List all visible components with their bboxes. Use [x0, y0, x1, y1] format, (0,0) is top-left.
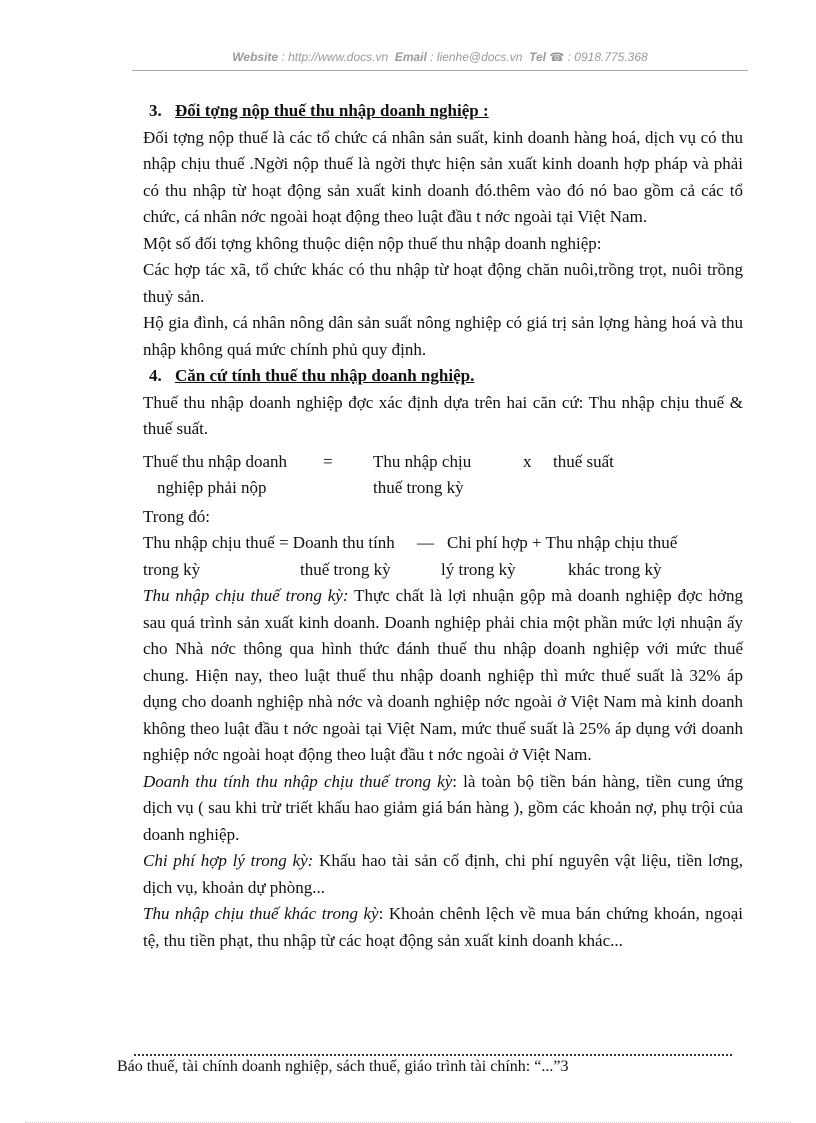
footer-divider: [134, 1054, 732, 1056]
formula-term: khác trong kỳ: [568, 559, 662, 579]
formula-term: Chi phí hợp + Thu nhập chịu thuế: [447, 533, 678, 552]
definition-text: Khấu hao tài sản cố định, chi phí nguyên vật liệu, tiền lơng, dịch vụ, khoản dự phòng...: [143, 851, 744, 897]
income-formula-row1: [143, 530, 743, 557]
definition-text: Thực chất là lợi nhuận gộp mà doanh nghiệp đợc hởng sau quá trình sản xuất kinh doanh. Doanh nghiệp phải chia một phần mức lợi nhuận ấy cho Nhà nớc thông qua hình thức đánh thuế thu nhập doanh nghiệp với mức thuế chung. Hiện nay, theo luật thuế thu nhập doanh nghiệp thì mức thuế suất là 32% áp dụng cho doanh nghiệp nhà nớc và doanh nghiệp nớc ngoài ở Việt Nam mà kinh doanh không theo luật đầu t nớc ngoài tại Việt Nam, mức thuế suất là 25% áp dụng với doanh nghiệp nớc ngoài hoạt động theo luật đầu t nớc ngoài ở Việt Nam.: [143, 586, 743, 764]
definition-paragraph: [143, 901, 743, 954]
definition-term: Chi phí hợp lý trong kỳ:: [143, 851, 314, 870]
section-3-paragraph: Đối tợng nộp thuế là các tổ chức cá nhân sản suất, kinh doanh hàng hoá, dịch vụ có thu nhập chịu thuế .Ngời nộp thuế là ngời thực hiện sản xuất kinh doanh hợp pháp và phải có thu nhập từ hoạt động sản xuất kinh doanh đó.thêm vào đó nó bao gồm cả các tổ chức, cá nhân nớc ngoài hoạt động theo luật đầu t nớc ngoài tại Việt Nam.: [143, 127, 743, 226]
section-3-paragraph: Hộ gia đình, cá nhân nông dân sản suất nông nghiệp có giá trị sản lợng hàng hoá và thu nhập không quá mức chính phủ quy định.: [143, 313, 743, 359]
formula-term: thuế trong kỳ: [373, 478, 464, 497]
definition-paragraph: [143, 769, 743, 849]
formula-term: lý trong kỳ: [441, 559, 516, 579]
definition-paragraph: [143, 848, 743, 901]
formula-term: thuế trong kỳ: [300, 559, 391, 579]
section-4-intro: Thuế thu nhập doanh nghiệp đợc xác định dựa trên hai căn cứ: Thu nhập chịu thuế & thuế suất.: [143, 392, 743, 438]
section-3-title: Đối tợng nộp thuế thu nhập doanh nghiệp :: [175, 101, 489, 120]
formula-term: trong kỳ: [143, 559, 201, 579]
formula-term: thuế suất: [553, 451, 614, 471]
header-divider: [132, 70, 748, 71]
definition-term: Thu nhập chịu thuế trong kỳ:: [143, 586, 349, 605]
email-value[interactable]: : lienhe@docs.vn: [430, 50, 523, 64]
section-3-heading: [149, 98, 743, 125]
formula-term: Thu nhập chịu thuế = Doanh thu tính: [143, 533, 395, 552]
definition-term: Thu nhập chịu thuế khác trong kỳ: [143, 904, 379, 923]
formula-term: Thuế thu nhập doanh: [143, 451, 287, 471]
where-label: Trong đó:: [143, 506, 210, 526]
tel-label: Tel: [529, 50, 546, 64]
definition-text: : Khoản chênh lệch về mua bán chứng khoán, ngoại tệ, thu tiền phạt, thu nhập từ các hoạt động sản xuất kinh doanh khác...: [143, 904, 743, 950]
income-formula-row2: [143, 557, 743, 584]
tel-value: ☎ : 0918.775.368: [549, 50, 648, 64]
section-3-number: 3.: [149, 101, 162, 120]
definition-term: Doanh thu tính thu nhập chịu thuế trong kỳ: [143, 771, 453, 791]
section-4-number: 4.: [149, 366, 162, 385]
website-label: Website: [232, 50, 279, 64]
document-body: [143, 98, 743, 954]
definition-text: : là toàn bộ tiền bán hàng, tiền cung ứng dịch vụ ( sau khi trừ triết khấu hao giảm giá bán hàng ), gồm các khoản nợ, phụ trội của doanh nghiệp.: [143, 771, 743, 844]
formula-operator: =: [323, 451, 333, 471]
section-4-title: Căn cứ tính thuế thu nhập doanh nghiệp.: [175, 366, 475, 385]
definition-paragraph: [143, 583, 743, 769]
section-3-paragraph: Một số đối tợng không thuộc diện nộp thuế thu nhập doanh nghiệp:: [143, 233, 602, 253]
formula-operator: x: [523, 451, 532, 471]
website-value[interactable]: : http://www.docs.vn: [281, 50, 389, 64]
section-3-paragraph: Các hợp tác xã, tổ chức khác có thu nhập từ hoạt động chăn nuôi,trồng trọt, nuôi trồng thuỷ sản.: [143, 260, 743, 306]
formula-term: nghiệp phải nộp: [157, 478, 267, 497]
email-label: Email: [394, 50, 427, 64]
formula-operator: —: [417, 533, 434, 552]
page-footer: Báo thuế, tài chính doanh nghiệp, sách thuế, giáo trình tài chính: “...”3: [117, 1058, 569, 1075]
tax-formula: [143, 449, 743, 502]
section-4-heading: [149, 363, 743, 390]
page-header: [132, 50, 748, 64]
formula-term: Thu nhập chịu: [373, 451, 472, 471]
